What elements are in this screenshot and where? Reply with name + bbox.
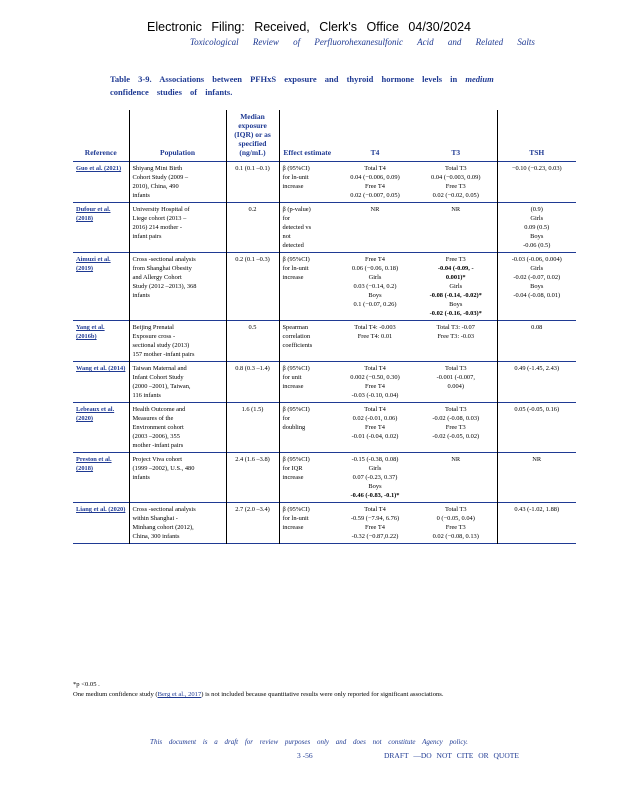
table-row	[73, 403, 576, 453]
population-cell: Health Outcome and Measures of the Environment cohort (2003 –2006), 355 mother -infant pairs	[129, 403, 226, 453]
caption-medium: medium	[465, 74, 494, 84]
exposure-cell: 1.6 (1.5)	[226, 403, 279, 453]
population-cell: Cross -sectional analysis from Shanghai Obesity and Allergy Cohort Study (2012 –2013), 368 infants	[129, 253, 226, 321]
exposure-cell: 0.5	[226, 321, 279, 362]
reference-link[interactable]: Dufour et al. (2018)	[76, 206, 111, 222]
t3-cell: Total T3 -0.02 (-0.08, 0.03) Free T3 -0.02 (-0.05, 0.02)	[432, 406, 480, 440]
col-header-t4: T4	[370, 148, 380, 157]
effect-estimate-cell: β (95%CI) for doubling	[279, 403, 335, 453]
tsh-cell: -0.03 (-0.06, 0.004) Girls -0.02 (-0.07, 0.02) Boys -0.04 (-0.08, 0.01)	[497, 253, 576, 321]
significance-footnote: *p <0.05 .	[73, 681, 100, 688]
effect-estimate-cell: β (95%CI) for ln-unit increase	[279, 503, 335, 544]
draft-disclaimer: This document is a draft for review purposes only and does not constitute Agency policy.	[150, 738, 468, 746]
col-header-exposure: Median exposure (IQR) or as specified (ng/mL)	[226, 110, 279, 162]
t4-cell: -0.15 (-0.38, 0.08) Girls 0.07 (-0.23, 0.37) Boys -0.46 (-0.83, -0.1)*	[350, 456, 400, 499]
col-header-effect-estimate: Effect estimate	[279, 110, 335, 162]
t3-cell: Total T3: -0.07 Free T3: -0.03	[436, 324, 475, 340]
caption-suffix: confidence studies of infants.	[110, 87, 233, 97]
exposure-cell: 0.8 (0.3 –1.4)	[226, 362, 279, 403]
reference-link[interactable]: Preston et al. (2018)	[76, 456, 112, 472]
tsh-cell: (0.9) Girls 0.09 (0.5) Boys -0.06 (0.5)	[497, 203, 576, 253]
t3-cell: NR	[451, 206, 461, 213]
table-row	[73, 362, 576, 403]
reference-cell	[73, 403, 129, 453]
reference-link[interactable]: Guo et al. (2021)	[76, 165, 122, 172]
t4-cell: Total T4: -0.003 Free T4: 0.01	[354, 324, 396, 340]
tsh-cell: NR	[497, 453, 576, 503]
effect-estimate-cell: β (95%CI) for unit increase	[279, 362, 335, 403]
filing-header: Electronic Filing: Received, Clerk's Office 04/30/2024	[147, 20, 471, 34]
population-cell: Beijing Prenatal Exposure cross - sectional study (2013) 157 mother -infant pairs	[129, 321, 226, 362]
reference-cell	[73, 253, 129, 321]
exposure-cell: 0.2 (0.1 –0.3)	[226, 253, 279, 321]
table-row	[73, 162, 576, 203]
tsh-cell: 0.43 (-1.02, 1.88)	[497, 503, 576, 544]
population-cell: Cross -sectional analysis within Shanghai - Minhang cohort (2012), China, 300 infants	[129, 503, 226, 544]
table-row	[73, 203, 576, 253]
table-header-row	[73, 110, 576, 162]
table-row	[73, 321, 576, 362]
caption-prefix: Table 3-9. Associations between PFHxS exposure and thyroid hormone levels in	[110, 74, 458, 84]
effect-estimate-cell: β (95%CI) for ln-unit increase	[279, 253, 335, 321]
reference-cell	[73, 453, 129, 503]
draft-notice: DRAFT —DO NOT CITE OR QUOTE	[384, 751, 519, 760]
reference-link[interactable]: Yang et al. (2016b)	[76, 324, 105, 340]
t4-cell: Total T4 0.002 (−0.50, 0.30) Free T4 -0.03 (-0.10, 0.04)	[350, 365, 400, 399]
population-cell: Shiyang Mini Birth Cohort Study (2009 – 2010), China, 490 infants	[129, 162, 226, 203]
col-header-population: Population	[129, 110, 226, 162]
t3-cell: NR	[451, 456, 461, 463]
population-cell: Project Viva cohort (1999 –2002), U.S., 480 infants	[129, 453, 226, 503]
effect-estimate-cell: β (p-value) for detected vs not detected	[279, 203, 335, 253]
t4-cell: NR	[370, 206, 380, 213]
effect-estimate-cell: β (95%CI) for IQR increase	[279, 453, 335, 503]
reference-link[interactable]: Aimuzi et al. (2019)	[76, 256, 111, 272]
table-footnotes	[73, 680, 593, 700]
berg-2017-link[interactable]: Berg et al., 2017	[157, 691, 202, 698]
page-number: 3 -56	[297, 751, 313, 760]
tsh-cell: 0.05 (-0.05, 0.16)	[497, 403, 576, 453]
col-header-tsh: TSH	[497, 110, 576, 162]
t4-cell: Free T4 0.06 (−0.06, 0.18) Girls 0.03 (−0.14, 0.2) Boys 0.1 (−0.07, 0.26)	[351, 256, 399, 308]
reference-cell	[73, 203, 129, 253]
population-cell: Taiwan Maternal and Infant Cohort Study (2000 –2001), Taiwan, 116 infants	[129, 362, 226, 403]
t3-cell: Total T3 0 (−0.05, 0.04) Free T3 0.02 (−0.08, 0.13)	[432, 506, 479, 540]
reference-cell	[73, 503, 129, 544]
t3-cell: Total T3 -0.001 (-0.007, 0.004)	[436, 365, 475, 390]
t4-cell: Total T4 -0.59 (−7.94, 6.76) Free T4 -0.32 (−0.87,0.22)	[350, 506, 400, 540]
thyroid-associations-table	[73, 110, 576, 544]
exclusion-footnote: One medium confidence study (Berg et al., 2017) is not included because quantitative results were only reported for significant associations.	[73, 691, 444, 698]
exposure-cell: 2.7 (2.0 –3.4)	[226, 503, 279, 544]
tsh-cell: 0.49 (-1.45, 2.43)	[497, 362, 576, 403]
tsh-cell: −0.10 (−0.23, 0.03)	[497, 162, 576, 203]
effect-estimate-cell: β (95%CI) for ln-unit increase	[279, 162, 335, 203]
table-row	[73, 453, 576, 503]
reference-link[interactable]: Wang et al. (2014)	[76, 365, 126, 372]
table-row	[73, 253, 576, 321]
t4-cell: Total T4 0.04 (−0.006, 0.09) Free T4 0.02 (−0.007, 0.05)	[350, 165, 400, 199]
tsh-cell: 0.08	[497, 321, 576, 362]
t3-cell: Total T3 0.04 (−0.003, 0.09) Free T3 0.02 (−0.02, 0.05)	[431, 165, 481, 199]
population-cell: University Hospital of Liege cohort (2013 – 2016) 214 mother - infant pairs	[129, 203, 226, 253]
exposure-cell: 0.2	[226, 203, 279, 253]
exposure-cell: 2.4 (1.6 –3.8)	[226, 453, 279, 503]
reference-link[interactable]: Liang et al. (2020)	[76, 506, 126, 513]
col-header-reference: Reference	[84, 148, 117, 157]
col-header-t3: T3	[451, 148, 461, 157]
document-title-header: Toxicological Review of Perfluorohexanesulfonic Acid and Related Salts	[190, 37, 535, 47]
reference-cell	[73, 321, 129, 362]
table-caption	[110, 73, 510, 99]
effect-estimate-cell: Spearman correlation coefficients	[279, 321, 335, 362]
reference-link[interactable]: Lebeaux et al. (2020)	[76, 406, 115, 422]
table-row	[73, 503, 576, 544]
exposure-cell: 0.1 (0.1 –0.1)	[226, 162, 279, 203]
t3-cell: Free T3 -0.04 (-0.09, - 0.001)* Girls -0.08 (-0.14, -0.02)* Boys -0.02 (-0.16, -0.03)*	[429, 256, 482, 317]
t4-cell: Total T4 0.02 (-0.01, 0.06) Free T4 -0.01 (-0.04, 0.02)	[351, 406, 399, 440]
reference-cell	[73, 362, 129, 403]
reference-cell	[73, 162, 129, 203]
